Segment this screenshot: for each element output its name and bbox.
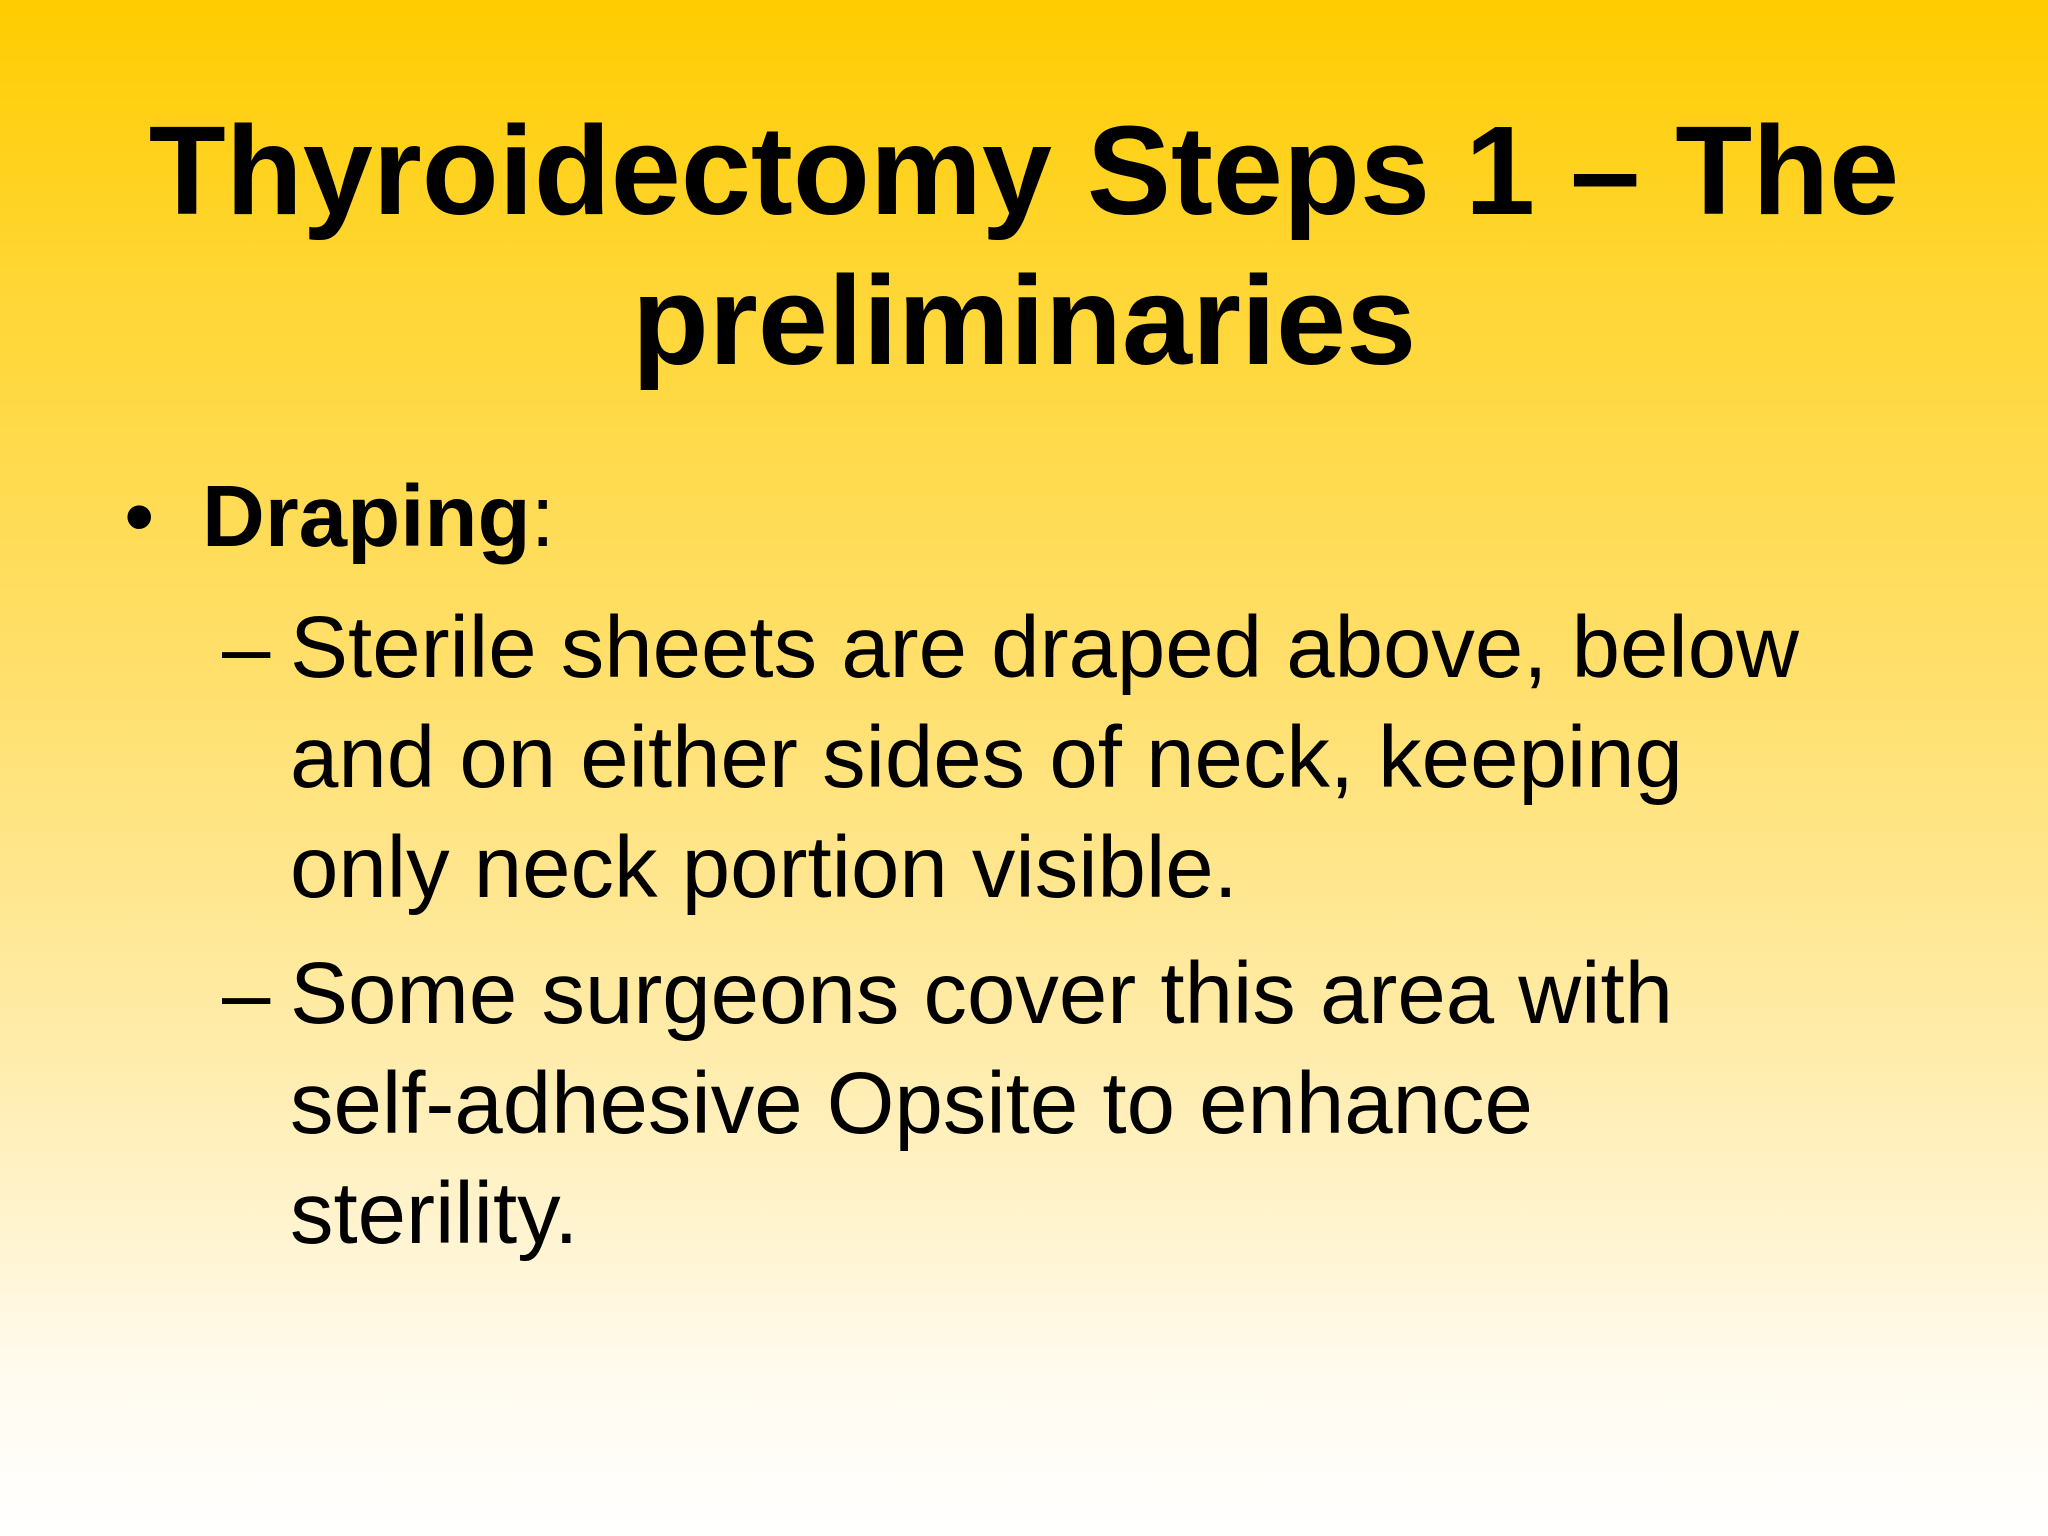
sub-bullet-marker: – xyxy=(222,599,271,696)
bullet-colon: : xyxy=(530,468,555,565)
sub-bullet-text xyxy=(290,939,1922,1269)
sub-bullet-marker: – xyxy=(222,945,271,1042)
slide-title-line-1: Thyroidectomy Steps 1 – The xyxy=(148,100,1900,241)
slide-title xyxy=(100,96,1948,396)
sub-bullet-line: only neck portion visible. xyxy=(290,819,1238,916)
sub-bullet-line: sterility. xyxy=(290,1165,579,1262)
bullet-term: Draping xyxy=(202,468,531,565)
sub-bullet-line: Some surgeons cover this area with xyxy=(290,945,1673,1042)
sub-bullet-line: and on either sides of neck, keeping xyxy=(290,709,1683,806)
bullet-marker: • xyxy=(124,468,155,565)
sub-bullet-opsite xyxy=(222,939,1922,1269)
bullet-draping xyxy=(124,462,555,572)
sub-bullet-line: Sterile sheets are draped above, below xyxy=(290,599,1799,696)
slide-title-line-2: preliminaries xyxy=(631,250,1417,391)
sub-bullet-line: self-adhesive Opsite to enhance xyxy=(290,1055,1533,1152)
sub-bullet-text xyxy=(290,593,1922,923)
sub-bullet-sterile-sheets xyxy=(222,593,1922,923)
